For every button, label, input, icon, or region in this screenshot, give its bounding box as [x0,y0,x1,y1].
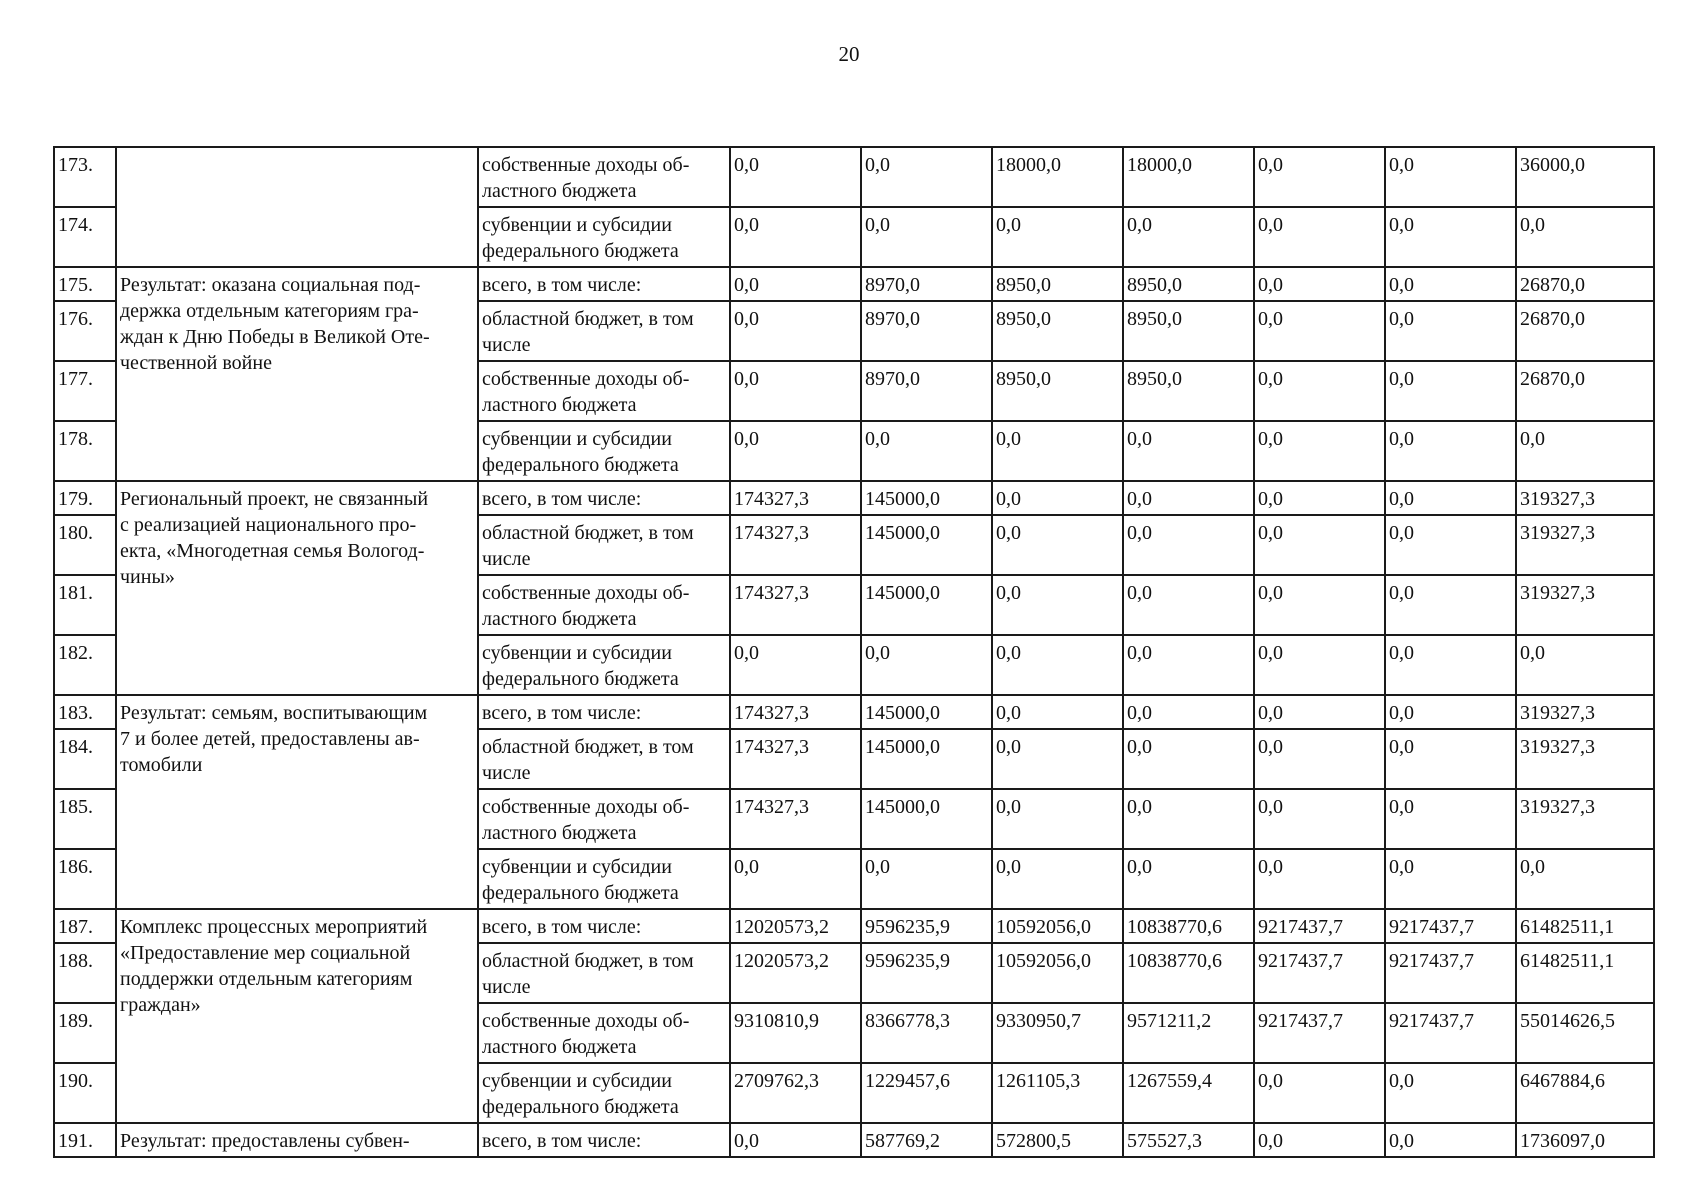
year-value: 8950,0 [992,301,1123,361]
year-value: 8950,0 [1123,361,1254,421]
row-number: 175. [54,267,116,301]
row-number: 184. [54,729,116,789]
funding-source: всего, в том числе: [478,481,730,515]
year-value: 0,0 [992,729,1123,789]
year-value: 0,0 [992,695,1123,729]
budget-table-body [54,147,1654,1157]
year-value: 0,0 [1254,695,1385,729]
year-value: 12020573,2 [730,909,861,943]
year-value: 0,0 [1123,849,1254,909]
funding-source: всего, в том числе: [478,1123,730,1157]
year-value: 0,0 [730,635,861,695]
year-value: 0,0 [1254,481,1385,515]
year-value: 8366778,3 [861,1003,992,1063]
row-number: 173. [54,147,116,207]
year-value: 0,0 [1254,575,1385,635]
funding-source: собственные доходы об- ластного бюджета [478,147,730,207]
year-value: 0,0 [1254,207,1385,267]
year-value: 0,0 [1385,849,1516,909]
funding-source: собственные доходы об- ластного бюджета [478,789,730,849]
funding-source: всего, в том числе: [478,695,730,729]
year-value: 0,0 [1123,695,1254,729]
row-number: 185. [54,789,116,849]
year-value: 9217437,7 [1254,1003,1385,1063]
year-value: 0,0 [1254,1063,1385,1123]
year-value: 174327,3 [730,575,861,635]
funding-source: областной бюджет, в том числе [478,729,730,789]
year-value: 587769,2 [861,1123,992,1157]
year-value: 0,0 [1123,481,1254,515]
year-value: 0,0 [1385,695,1516,729]
year-value: 0,0 [1254,1123,1385,1157]
total-value: 26870,0 [1516,267,1654,301]
table-row [54,1123,1654,1157]
year-value: 8950,0 [992,361,1123,421]
total-value: 61482511,1 [1516,943,1654,1003]
budget-table [53,146,1655,1158]
year-value: 0,0 [1385,361,1516,421]
total-value: 0,0 [1516,849,1654,909]
row-number: 186. [54,849,116,909]
year-value: 0,0 [1123,729,1254,789]
year-value: 12020573,2 [730,943,861,1003]
year-value: 0,0 [861,635,992,695]
year-value: 0,0 [1254,729,1385,789]
year-value: 0,0 [1254,515,1385,575]
funding-source: собственные доходы об- ластного бюджета [478,575,730,635]
funding-source: субвенции и субсидии федерального бюджета [478,849,730,909]
activity-title: Результат: семьям, воспитывающим 7 и более детей, предоставлены ав- томобили [116,695,478,909]
total-value: 0,0 [1516,635,1654,695]
row-number: 179. [54,481,116,515]
row-number: 182. [54,635,116,695]
total-value: 55014626,5 [1516,1003,1654,1063]
year-value: 0,0 [1385,481,1516,515]
year-value: 0,0 [992,575,1123,635]
table-row [54,147,1654,207]
funding-source: собственные доходы об- ластного бюджета [478,1003,730,1063]
activity-title: Региональный проект, не связанный с реализацией национального про- екта, «Многодетная семья Вологод- чины» [116,481,478,695]
year-value: 0,0 [992,849,1123,909]
year-value: 0,0 [1385,575,1516,635]
year-value: 0,0 [992,635,1123,695]
total-value: 319327,3 [1516,729,1654,789]
table-row [54,695,1654,729]
year-value: 174327,3 [730,481,861,515]
year-value: 9217437,7 [1385,1003,1516,1063]
page-number: 20 [838,42,860,66]
year-value: 0,0 [1385,789,1516,849]
year-value: 0,0 [1123,575,1254,635]
year-value: 0,0 [730,267,861,301]
total-value: 319327,3 [1516,575,1654,635]
row-number: 181. [54,575,116,635]
year-value: 8950,0 [1123,301,1254,361]
row-number: 178. [54,421,116,481]
year-value: 9596235,9 [861,909,992,943]
year-value: 0,0 [1385,1063,1516,1123]
year-value: 8950,0 [1123,267,1254,301]
total-value: 319327,3 [1516,695,1654,729]
row-number: 187. [54,909,116,943]
year-value: 0,0 [861,849,992,909]
row-number: 183. [54,695,116,729]
year-value: 0,0 [992,481,1123,515]
funding-source: всего, в том числе: [478,909,730,943]
year-value: 0,0 [730,207,861,267]
total-value: 26870,0 [1516,301,1654,361]
year-value: 0,0 [730,301,861,361]
year-value: 8950,0 [992,267,1123,301]
year-value: 0,0 [992,207,1123,267]
year-value: 0,0 [1385,635,1516,695]
year-value: 8970,0 [861,267,992,301]
year-value: 0,0 [730,361,861,421]
year-value: 8970,0 [861,361,992,421]
year-value: 0,0 [1123,421,1254,481]
total-value: 319327,3 [1516,481,1654,515]
year-value: 0,0 [1254,267,1385,301]
funding-source: областной бюджет, в том числе [478,943,730,1003]
year-value: 10592056,0 [992,943,1123,1003]
year-value: 0,0 [1123,207,1254,267]
table-row [54,481,1654,515]
row-number: 180. [54,515,116,575]
year-value: 0,0 [1385,301,1516,361]
year-value: 1261105,3 [992,1063,1123,1123]
total-value: 1736097,0 [1516,1123,1654,1157]
funding-source: областной бюджет, в том числе [478,301,730,361]
row-number: 191. [54,1123,116,1157]
year-value: 145000,0 [861,481,992,515]
row-number: 190. [54,1063,116,1123]
year-value: 0,0 [1385,207,1516,267]
year-value: 0,0 [992,789,1123,849]
year-value: 0,0 [992,515,1123,575]
year-value: 0,0 [1385,515,1516,575]
year-value: 10592056,0 [992,909,1123,943]
year-value: 10838770,6 [1123,943,1254,1003]
funding-source: всего, в том числе: [478,267,730,301]
total-value: 26870,0 [1516,361,1654,421]
year-value: 0,0 [1385,729,1516,789]
year-value: 8970,0 [861,301,992,361]
year-value: 0,0 [1254,635,1385,695]
year-value: 9571211,2 [1123,1003,1254,1063]
year-value: 0,0 [1123,515,1254,575]
year-value: 1229457,6 [861,1063,992,1123]
activity-title: Результат: оказана социальная под- держка отдельным категориям гра- ждан к Дню Победы в Великой Оте- чественной войне [116,267,478,481]
year-value: 572800,5 [992,1123,1123,1157]
year-value: 145000,0 [861,789,992,849]
year-value: 9330950,7 [992,1003,1123,1063]
year-value: 0,0 [861,207,992,267]
funding-source: субвенции и субсидии федерального бюджета [478,635,730,695]
year-value: 0,0 [730,849,861,909]
row-number: 188. [54,943,116,1003]
total-value: 0,0 [1516,421,1654,481]
year-value: 0,0 [730,1123,861,1157]
year-value: 0,0 [1254,361,1385,421]
table-row [54,909,1654,943]
row-number: 174. [54,207,116,267]
funding-source: собственные доходы об- ластного бюджета [478,361,730,421]
year-value: 0,0 [861,421,992,481]
year-value: 9217437,7 [1254,909,1385,943]
year-value: 0,0 [1254,421,1385,481]
year-value: 9596235,9 [861,943,992,1003]
year-value: 0,0 [730,147,861,207]
year-value: 0,0 [992,421,1123,481]
total-value: 36000,0 [1516,147,1654,207]
funding-source: субвенции и субсидии федерального бюджета [478,421,730,481]
funding-source: субвенции и субсидии федерального бюджета [478,1063,730,1123]
year-value: 145000,0 [861,695,992,729]
year-value: 145000,0 [861,729,992,789]
funding-source: областной бюджет, в том числе [478,515,730,575]
row-number: 177. [54,361,116,421]
total-value: 319327,3 [1516,789,1654,849]
activity-title [116,147,478,267]
year-value: 145000,0 [861,575,992,635]
year-value: 9217437,7 [1385,943,1516,1003]
year-value: 174327,3 [730,729,861,789]
year-value: 9310810,9 [730,1003,861,1063]
year-value: 0,0 [1254,789,1385,849]
year-value: 10838770,6 [1123,909,1254,943]
year-value: 0,0 [1254,301,1385,361]
year-value: 0,0 [1123,789,1254,849]
funding-source: субвенции и субсидии федерального бюджета [478,207,730,267]
table-row [54,267,1654,301]
year-value: 0,0 [1254,147,1385,207]
year-value: 0,0 [1123,635,1254,695]
row-number: 176. [54,301,116,361]
activity-title: Результат: предоставлены субвен- [116,1123,478,1157]
year-value: 9217437,7 [1254,943,1385,1003]
year-value: 174327,3 [730,695,861,729]
year-value: 174327,3 [730,789,861,849]
year-value: 0,0 [730,421,861,481]
year-value: 174327,3 [730,515,861,575]
year-value: 0,0 [1385,421,1516,481]
year-value: 9217437,7 [1385,909,1516,943]
row-number: 189. [54,1003,116,1063]
total-value: 319327,3 [1516,515,1654,575]
year-value: 2709762,3 [730,1063,861,1123]
year-value: 0,0 [1385,267,1516,301]
year-value: 0,0 [1385,1123,1516,1157]
total-value: 61482511,1 [1516,909,1654,943]
year-value: 0,0 [1385,147,1516,207]
total-value: 0,0 [1516,207,1654,267]
year-value: 0,0 [1254,849,1385,909]
year-value: 145000,0 [861,515,992,575]
year-value: 18000,0 [992,147,1123,207]
year-value: 0,0 [861,147,992,207]
activity-title: Комплекс процессных мероприятий «Предоставление мер социальной поддержки отдельным категориям граждан» [116,909,478,1123]
year-value: 575527,3 [1123,1123,1254,1157]
total-value: 6467884,6 [1516,1063,1654,1123]
year-value: 1267559,4 [1123,1063,1254,1123]
year-value: 18000,0 [1123,147,1254,207]
